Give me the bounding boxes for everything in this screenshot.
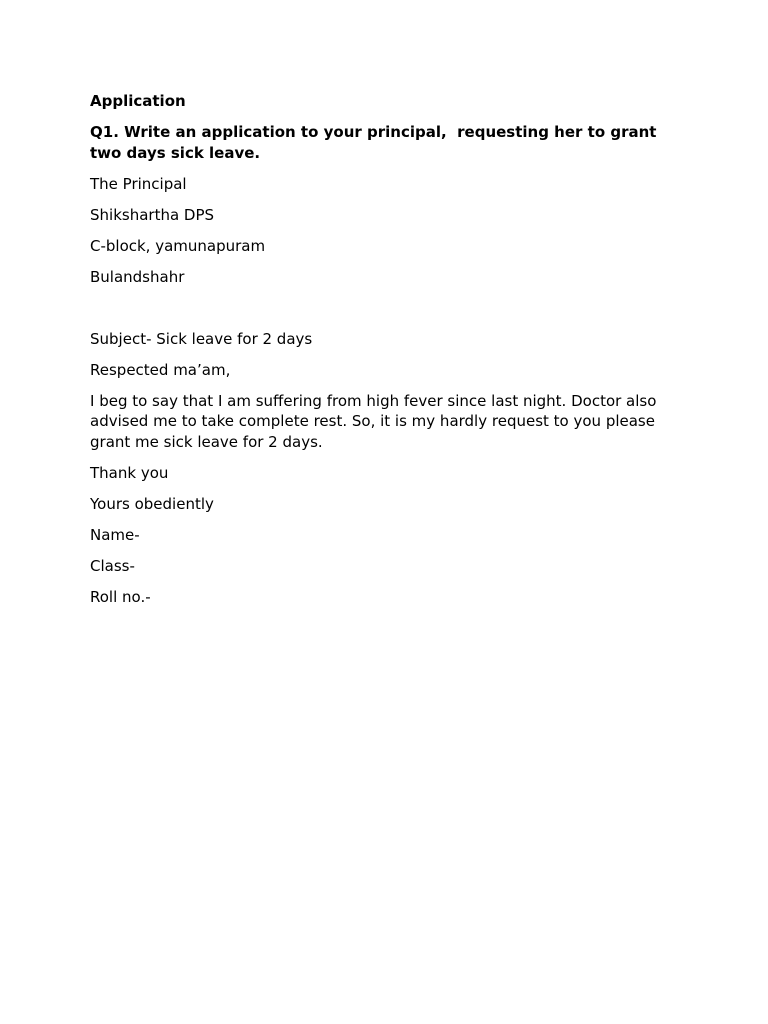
class-field: Class- <box>90 556 135 575</box>
subject-line: Subject- Sick leave for 2 days <box>90 329 313 348</box>
roll-no-field: Roll no.- <box>90 587 151 606</box>
thanks-line: Thank you <box>90 463 169 482</box>
name-field: Name- <box>90 525 140 544</box>
salutation: Respected ma’am, <box>90 360 231 379</box>
question-text: Q1. Write an application to your principal, requesting her to grant two days sick leave. <box>90 123 662 162</box>
document-heading: Application <box>90 92 186 110</box>
address-line-city: Bulandshahr <box>90 267 185 286</box>
blank-line <box>90 298 680 329</box>
address-line-recipient: The Principal <box>90 174 187 193</box>
address-line-school: Shikshartha DPS <box>90 205 215 224</box>
closing-line: Yours obediently <box>90 494 214 513</box>
address-line-street: C-block, yamunapuram <box>90 236 266 255</box>
document-page <box>90 91 680 618</box>
body-paragraph: I beg to say that I am suffering from high fever since last night. Doctor also advised me to take complete rest. So, it is my hardly request to you please grant me sick leave for 2 days. <box>90 391 662 451</box>
